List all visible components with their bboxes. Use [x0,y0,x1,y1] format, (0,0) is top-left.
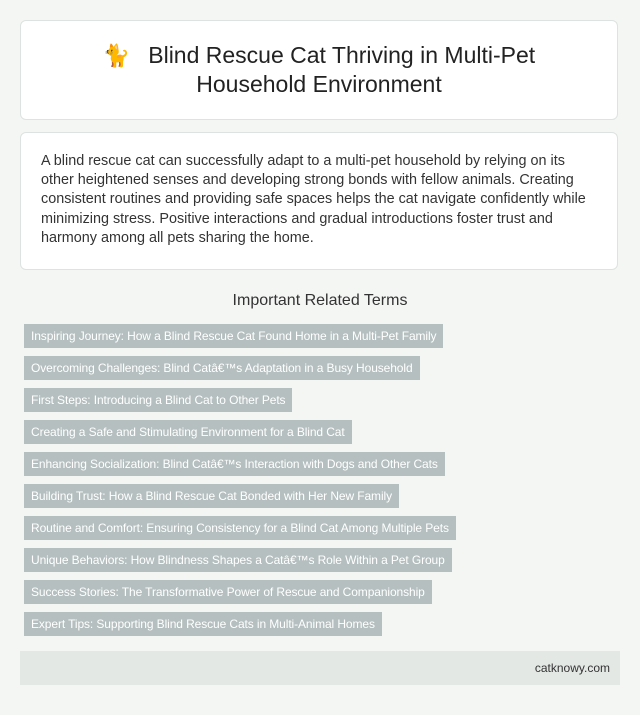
related-term-tag[interactable]: Creating a Safe and Stimulating Environment for a Blind Cat [24,420,352,444]
related-term-tag[interactable]: Overcoming Challenges: Blind Catâ€™s Adaptation in a Busy Household [24,356,420,380]
summary-text: A blind rescue cat can successfully adapt to a multi-pet household by relying on its other heightened senses and developing strong bonds with fellow animals. Creating consistent routines and providing safe spaces helps the cat navigate confidently while minimizing stress. Positive interactions and gradual introductions foster trust and harmony among all pets sharing the home. [41,153,586,246]
title-card [20,20,618,120]
page-title [59,41,579,99]
related-terms-list [24,324,624,644]
footer-site-link[interactable]: catknowy.com [534,661,610,675]
footer [20,651,620,685]
related-term-tag[interactable]: Success Stories: The Transformative Power of Rescue and Companionship [24,580,432,604]
cat-icon: 🐈 [102,43,131,68]
related-term-tag[interactable]: Expert Tips: Supporting Blind Rescue Cats in Multi-Animal Homes [24,612,382,636]
page-title-text: Blind Rescue Cat Thriving in Multi-Pet Household Environment [148,42,536,97]
related-term-tag[interactable]: First Steps: Introducing a Blind Cat to Other Pets [24,388,292,412]
summary-card [20,132,618,270]
related-term-tag[interactable]: Inspiring Journey: How a Blind Rescue Cat Found Home in a Multi-Pet Family [24,324,443,348]
related-terms-heading: Important Related Terms [232,292,408,309]
related-term-tag[interactable]: Unique Behaviors: How Blindness Shapes a Catâ€™s Role Within a Pet Group [24,548,452,572]
related-term-tag[interactable]: Building Trust: How a Blind Rescue Cat Bonded with Her New Family [24,484,399,508]
related-term-tag[interactable]: Routine and Comfort: Ensuring Consistency for a Blind Cat Among Multiple Pets [24,516,456,540]
related-term-tag[interactable]: Enhancing Socialization: Blind Catâ€™s Interaction with Dogs and Other Cats [24,452,445,476]
